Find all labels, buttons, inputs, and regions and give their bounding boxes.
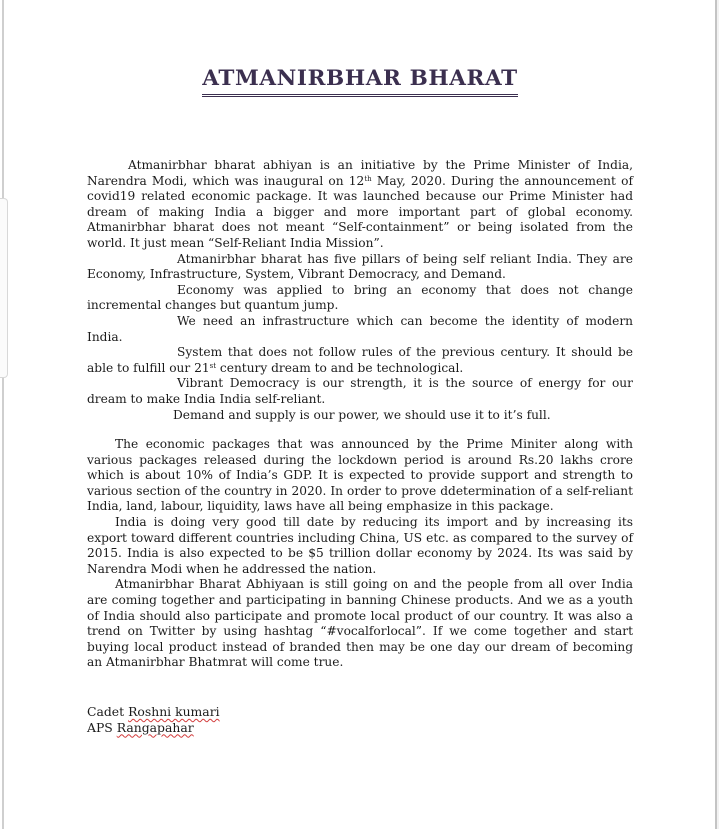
signature-place: Rangapahar	[116, 719, 194, 735]
paragraph-five-pillars: Atmanirbhar bharat has five pillars of being self reliant India. They are Economy, Infrastructure, System, Vibrant Democracy, and Demand.	[87, 251, 633, 282]
section-economic-package	[87, 437, 633, 671]
paragraph-demand: Demand and supply is our power, we should use it to it’s full.	[173, 407, 551, 422]
paragraph-democracy: Vibrant Democracy is our strength, it is the source of energy for our dream to make India India self-reliant.	[87, 376, 633, 406]
signature-block	[87, 704, 220, 735]
paragraph-infrastructure: We need an infrastructure which can become the identity of modern India.	[87, 313, 633, 344]
paragraph-intro: Atmanirbhar bharat abhiyan is an initiative by the Prime Minister of India, Narendra Modi, which was inaugural on 12th May, 2020. During the announcement of covid19 related economic package. It was launched because our Prime Minister had dream of making India a bigger and more important part of global economy. Atmanirbhar bharat does not meant “Self-containment” or being isolated from the world. It just mean “Self-Reliant India Mission”.	[87, 158, 633, 250]
document-title: ATMANIRBHAR BHARAT	[202, 66, 517, 97]
section-pillars	[87, 158, 633, 423]
paragraph-trade: India is doing very good till date by reducing its import and by increasing its export toward different countries including China, US etc. as compared to the survey of 2015. India is also expected to be $5 trillion dollar economy by 2024. Its was said by Narendra Modi when he addressed the nation.	[87, 514, 633, 576]
title-container	[191, 66, 529, 97]
signature-school-line: APS Rangapahar	[87, 719, 194, 735]
paragraph-vocal-for-local: Atmanirbhar Bharat Abhiyaan is still going on and the people from all over India are coming together and participating in banning Chinese products. And we as a youth of India should also participate and promote local product of our country. It was also a trend on Twitter by using hashtag “#vocalforlocal”. If we come together and start buying local product instead of branded then may be one day our dream of becoming an Atmanirbhar Bhatmrat will come true.	[87, 577, 633, 670]
signature-name-line: Cadet Roshni kumari	[87, 704, 220, 719]
paragraph-system: System that does not follow rules of the previous century. It should be able to fulfill our 21st century dream to and be technological.	[87, 345, 633, 375]
paragraph-economic-package: The economic packages that was announced by the Prime Miniter along with various packages released during the lockdown period is around Rs.20 lakhs crore which is about 10% of India’s GDP. It is expected to provide support and strength to various section of the country in 2020. In order to prove ddetermination of a self-reliant India, land, labour, liquidity, laws have all being emphasize in this package.	[87, 437, 633, 514]
signature-name: Roshni kumari	[128, 704, 220, 719]
paragraph-economy: Economy was applied to bring an economy that does not change incremental changes but quantum jump.	[87, 282, 633, 313]
page-left-border	[2, 0, 4, 829]
side-panel-handle[interactable]	[0, 198, 8, 378]
